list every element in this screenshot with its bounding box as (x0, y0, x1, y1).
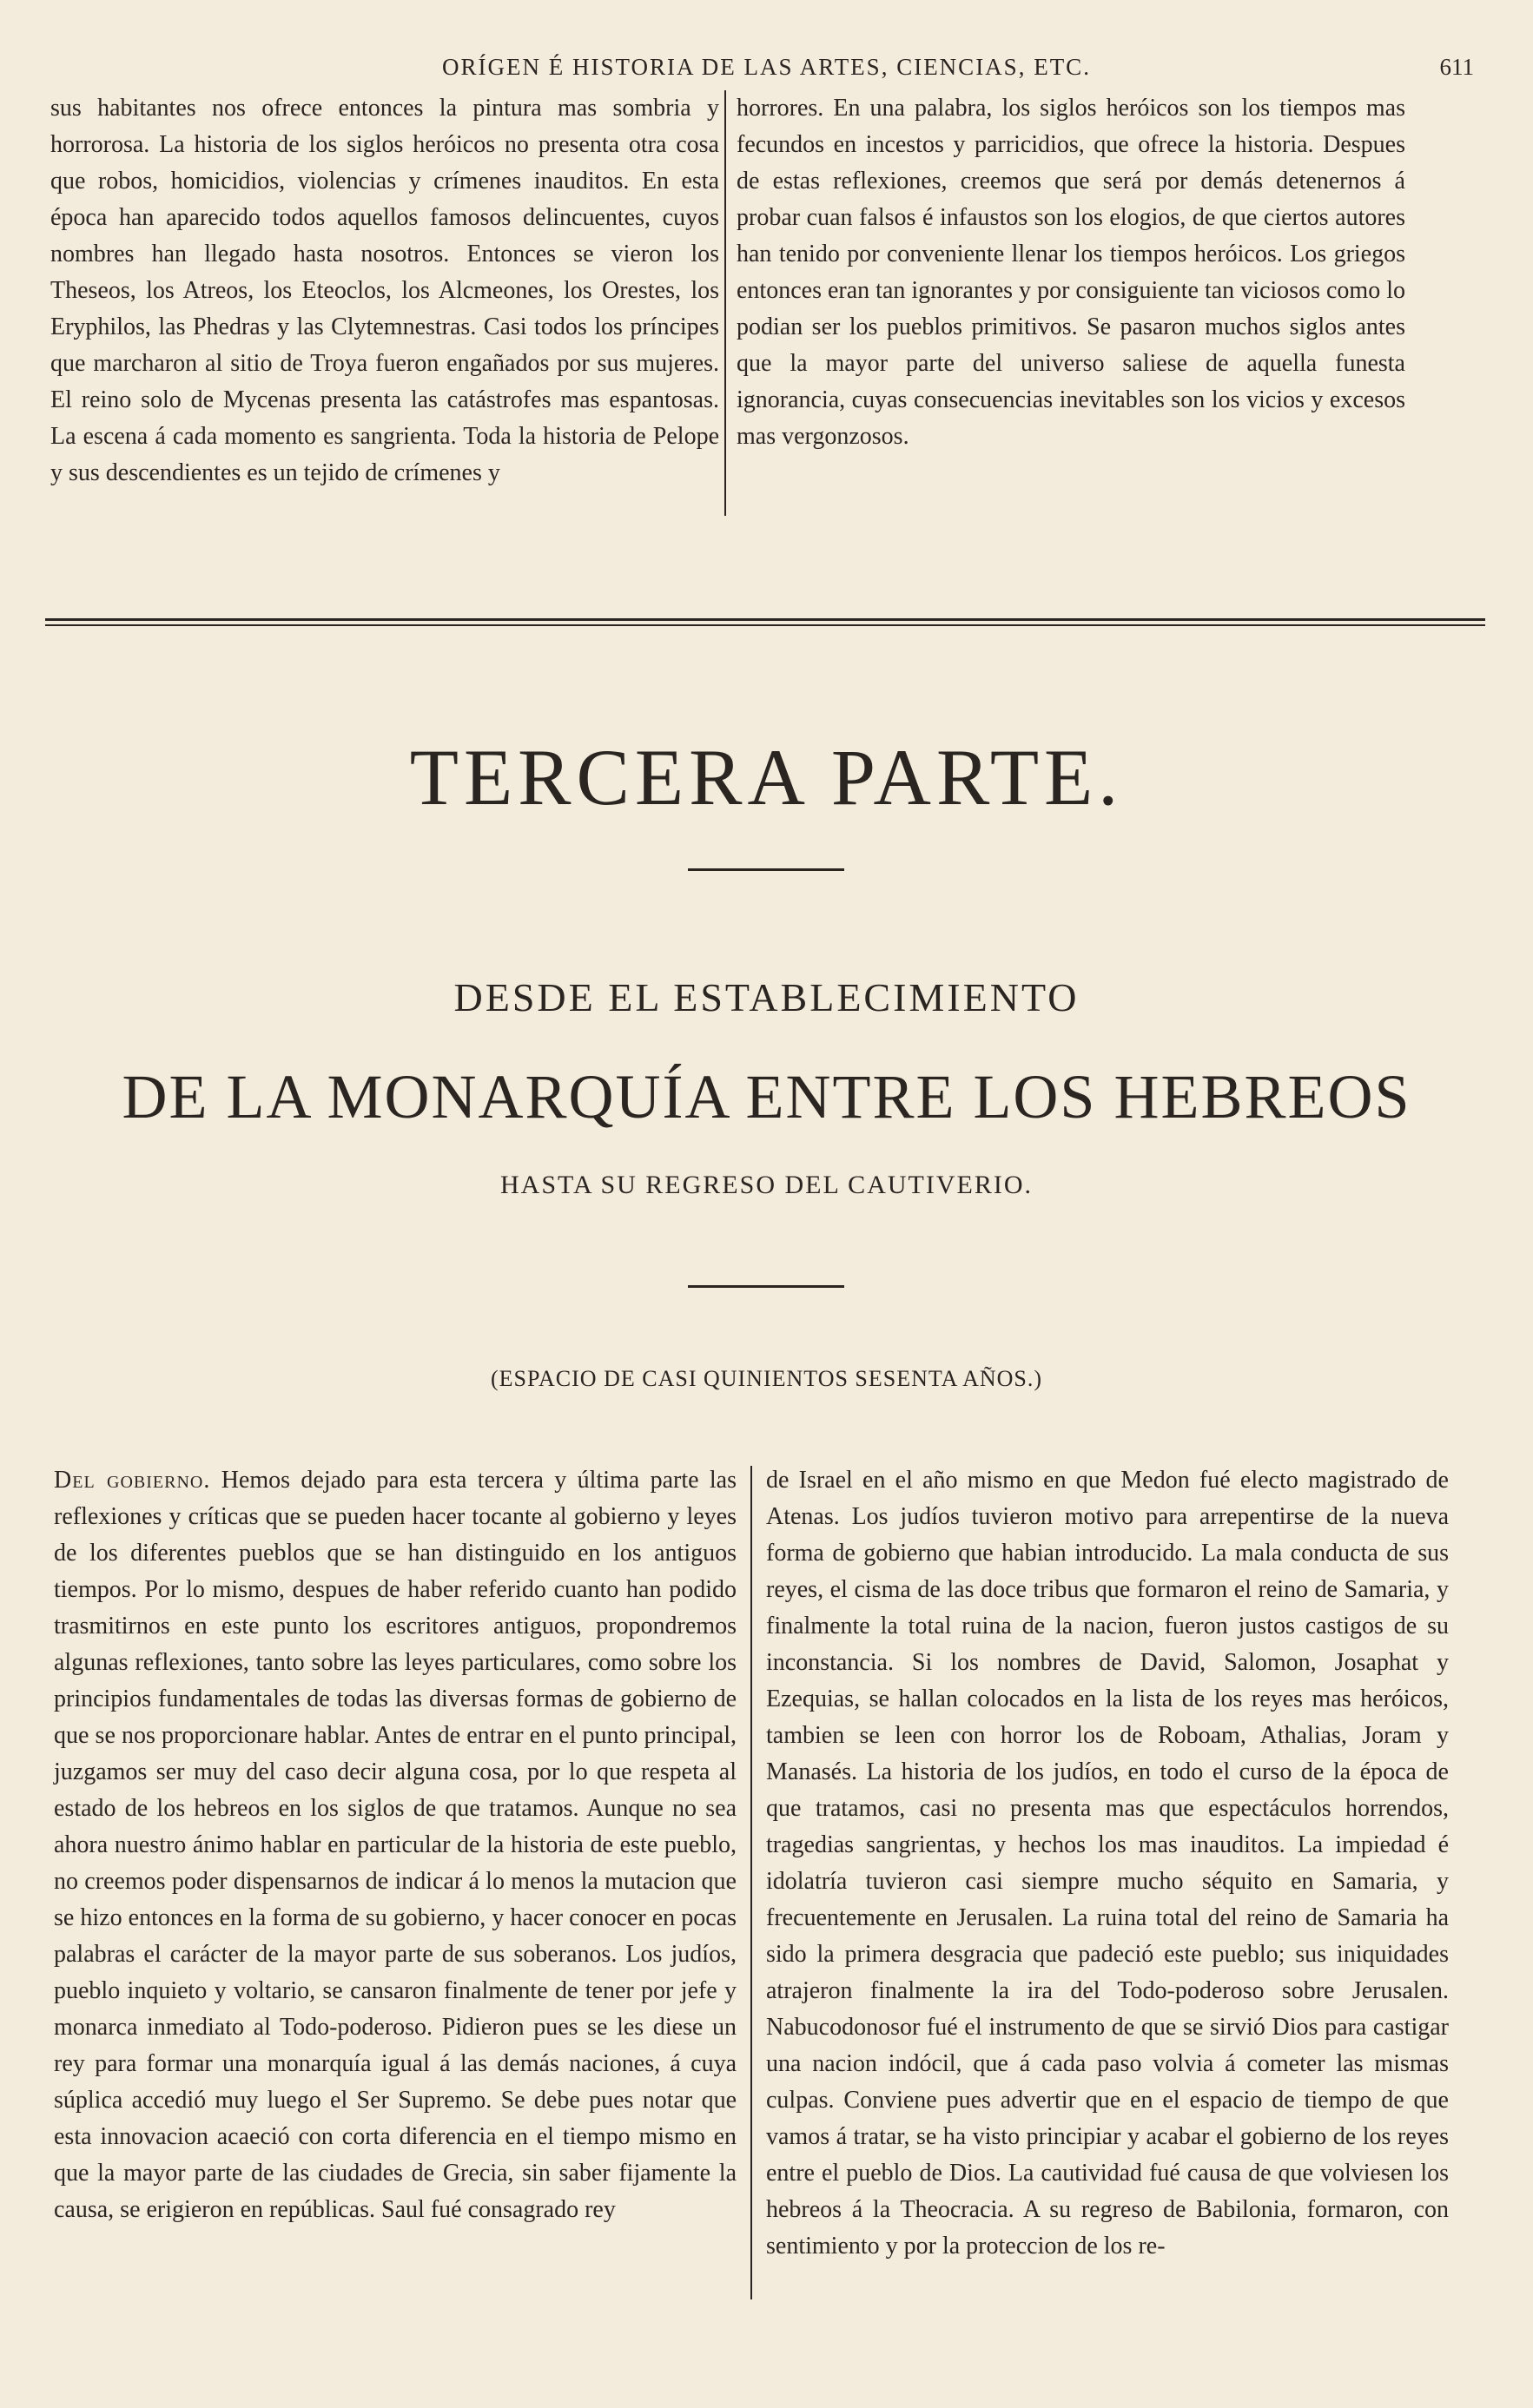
top-left-column (50, 90, 719, 491)
subtitle-line-1: DESDE EL ESTABLECIMIENTO (453, 975, 1080, 1019)
part-title: TERCERA PARTE. (409, 733, 1124, 821)
top-right-column (737, 90, 1405, 455)
bottom-left-text: Hemos dejado para esta tercera y última parte las reflexiones y críticas que se pueden hacer tocante al gobierno y leyes de los diferentes pueblos que se han distinguido en los antiguos tiempos. Por lo mismo, despues de haber referido cuanto han podido trasmitirnos en este punto los escritores antiguos, propondremos algunas reflexiones, tanto sobre las leyes particulares, como sobre los principios fundamentales de todas las diversas formas de gobierno de que se nos proporcionare hablar. Antes de entrar en el punto principal, juzgamos ser muy del caso decir alguna cosa, por lo que respeta al estado de los hebreos en los siglos de que tratamos. Aunque no sea ahora nuestro ánimo hablar en particular de la historia de este pueblo, no creemos poder dispensarnos de indicar á lo menos la mutacion que se hizo entonces en la forma de su gobierno, y hacer conocer en pocas palabras el carácter de la mayor parte de sus soberanos. Los judíos, pueblo inquieto y voltario, se cansaron finalmente de tener por jefe y monarca inmediato al Todo-poderoso. Pidieron pues se les diese un rey para formar una monarquía igual á las demás naciones, á cuya súplica accedió muy luego el Ser Supremo. Se debe pues notar que esta innovacion acaeció con corta diferencia en el tiempo mismo en que la mayor parte de las ciudades de Grecia, sin saber fijamente la causa, se erigieron en repúblicas. Saul fué consagrado rey (54, 1467, 737, 2223)
running-title: ORÍGEN É HISTORIA DE LAS ARTES, CIENCIAS, ETC. (442, 54, 1091, 80)
bottom-right-column (766, 1462, 1449, 2265)
bottom-left-paragraph (54, 1462, 737, 2228)
section-lead: Del gobierno. (54, 1467, 211, 1494)
page-number: 611 (1439, 54, 1474, 80)
column-divider-top (724, 90, 726, 516)
section-double-rule (45, 618, 1485, 626)
top-left-text: sus habitantes nos ofrece entonces la pintura mas sombria y horrorosa. La historia de los siglos heróicos no presenta otra cosa que robos, homicidios, violencias y crímenes inauditos. En esta época han aparecido todos aquellos famosos delincuentes, cuyos nombres han llegado hasta nosotros. Entonces se vieron los Theseos, los Atreos, los Eteoclos, los Alcmeones, los Orestes, los Eryphilos, las Phedras y las Clytemnestras. Casi todos los príncipes que marcharon al sitio de Troya fueron engañados por sus mujeres. El reino solo de Mycenas presenta las catástrofes mas espantosas. La escena á cada momento es sangrienta. Toda la historia de Pelope y sus descendientes es un tejido de crímenes y (50, 95, 719, 486)
subtitle-line-2: DE LA MONARQUÍA ENTRE LOS HEBREOS (122, 1062, 1411, 1131)
top-right-text: horrores. En una palabra, los siglos heróicos son los tiempos mas fecundos en incestos y parricidios, que ofrece la historia. Despues de estas reflexiones, creemos que será por demás detenernos á probar cuan falsos é infaustos son los elogios, de que ciertos autores han tenido por conveniente llenar los tiempos heróicos. Los griegos entonces eran tan ignorantes y por consiguiente tan viciosos como lo podian ser los pueblos primitivos. Se pasaron muchos siglos antes que la mayor parte del universo saliese de aquella funesta ignorancia, cuyas consecuencias inevitables son los vicios y excesos mas vergonzosos. (737, 95, 1405, 450)
bottom-left-column (54, 1462, 737, 2228)
running-head (52, 54, 1481, 89)
title-rule (688, 868, 844, 871)
column-divider-bottom (750, 1466, 752, 2299)
subtitle-line-3: HASTA SU REGRESO DEL CAUTIVERIO. (500, 1171, 1033, 1199)
bottom-right-text: de Israel en el año mismo en que Medon fué electo magistrado de Atenas. Los judíos tuvieron motivo para arrepentirse de la nueva forma de gobierno que habian introducido. La mala conducta de sus reyes, el cisma de las doce tribus que formaron el reino de Samaria, y finalmente la total ruina de la nacion, fueron justos castigos de su inconstancia. Si los nombres de David, Salomon, Josaphat y Ezequias, se hallan colocados en la lista de los reyes mas heróicos, tambien se leen con horror los de Roboam, Athalias, Joram y Manasés. La historia de los judíos, en todo el curso de la época de que tratamos, casi no presenta mas que espectáculos horrendos, tragedias sangrientas, y hechos los mas inauditos. La impiedad é idolatría tuvieron casi siempre mucho séquito en Samaria, y frecuentemente en Jerusalen. La ruina total del reino de Samaria ha sido la primera desgracia que padeció este pueblo; sus iniquidades atrajeron finalmente la ira del Todo-poderoso sobre Jerusalen. Nabucodonosor fué el instrumento de que se sirvió Dios para castigar una nacion indócil, que á cada paso volvia á cometer las mismas culpas. Conviene pues advertir que en el espacio de tiempo de que vamos á tratar, se ha visto principiar y acabar el gobierno de los reyes entre el pueblo de Dios. La cautividad fué causa de que volviesen los hebreos á la Theocracia. A su regreso de Babilonia, formaron, con sentimiento y por la proteccion de los re- (766, 1467, 1449, 2260)
subtitle-rule (688, 1285, 844, 1288)
time-span-note: (ESPACIO DE CASI QUINIENTOS SESENTA AÑOS.) (490, 1366, 1043, 1391)
